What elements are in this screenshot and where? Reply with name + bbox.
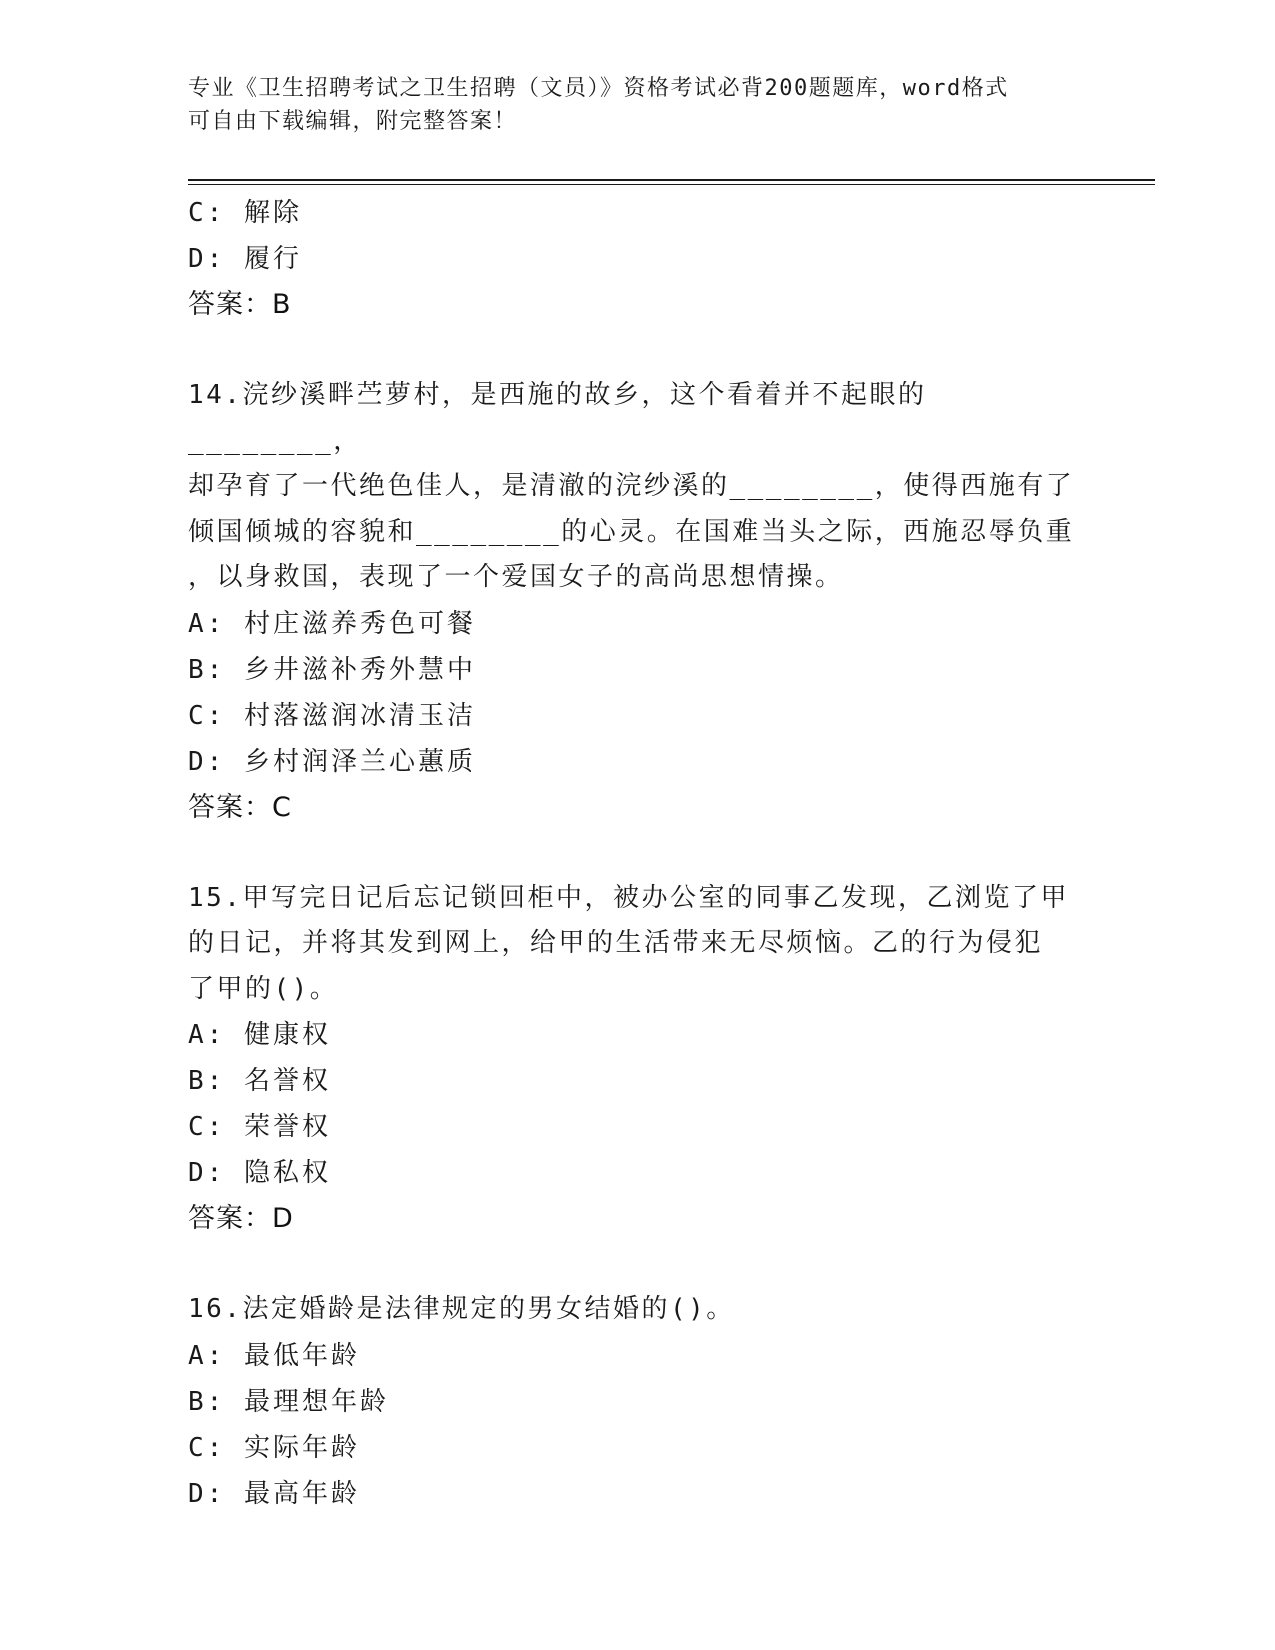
question-14	[188, 373, 1088, 831]
header-divider-thick	[188, 179, 1155, 181]
question-stem-line: 了甲的()。	[188, 973, 339, 1004]
question-stem-line: ，以身救国，表现了一个爱国女子的高尚思想情操。	[188, 562, 844, 592]
question-stem-line: 的日记，并将其发到网上，给甲的生活带来无尽烦恼。乙的行为侵犯	[188, 928, 1044, 958]
question-stem-line: 14.浣纱溪畔苎萝村，是西施的故乡，这个看着并不起眼的________，	[188, 380, 927, 456]
spacer	[188, 831, 1088, 876]
answer-line: 答案：D	[188, 1203, 294, 1234]
question-stem-line: 16.法定婚龄是法律规定的男女结婚的()。	[188, 1294, 735, 1324]
header-line-2: 可自由下载编辑，附完整答案！	[188, 109, 518, 134]
question-stem-line: 15.甲写完日记后忘记锁回柜中，被办公室的同事乙发现，乙浏览了甲	[188, 882, 1069, 913]
option-b: B: 乡井滋补秀外慧中	[188, 654, 476, 685]
answer-line: 答案：B	[188, 289, 292, 320]
option-a: A: 最低年龄	[188, 1340, 360, 1371]
question-stem-line: 却孕育了一代绝色佳人，是清澈的浣纱溪的________，使得西施有了	[188, 471, 1075, 501]
option-c: C: 荣誉权	[188, 1112, 331, 1142]
answer-line: 答案：C	[188, 791, 292, 823]
option-a: A: 村庄滋养秀色可餐	[188, 608, 476, 639]
header-line-1: 专业《卫生招聘考试之卫生招聘（文员）》资格考试必背200题题库，word格式	[188, 76, 1009, 101]
option-d: D: 最高年龄	[188, 1478, 360, 1509]
option-a: A: 健康权	[188, 1020, 331, 1050]
question-content	[188, 190, 1088, 1517]
option-c: C: 村落滋润冰清玉洁	[188, 700, 476, 731]
header-divider-thin	[188, 184, 1155, 185]
option-b: B: 最理想年龄	[188, 1386, 389, 1417]
option-d: D: 隐私权	[188, 1158, 331, 1188]
spacer	[188, 328, 1088, 373]
question-13-continued	[188, 190, 1088, 328]
document-header	[188, 72, 1068, 138]
option-c: C: 解除	[188, 198, 302, 228]
option-b: B: 名誉权	[188, 1066, 331, 1096]
question-16	[188, 1287, 1088, 1517]
spacer	[188, 1242, 1088, 1287]
option-d: D: 履行	[188, 244, 302, 274]
question-15	[188, 876, 1088, 1243]
question-stem-line: 倾国倾城的容貌和________的心灵。在国难当头之际，西施忍辱负重	[188, 516, 1075, 547]
option-c: C: 实际年龄	[188, 1432, 360, 1463]
option-d: D: 乡村润泽兰心蕙质	[188, 746, 476, 777]
